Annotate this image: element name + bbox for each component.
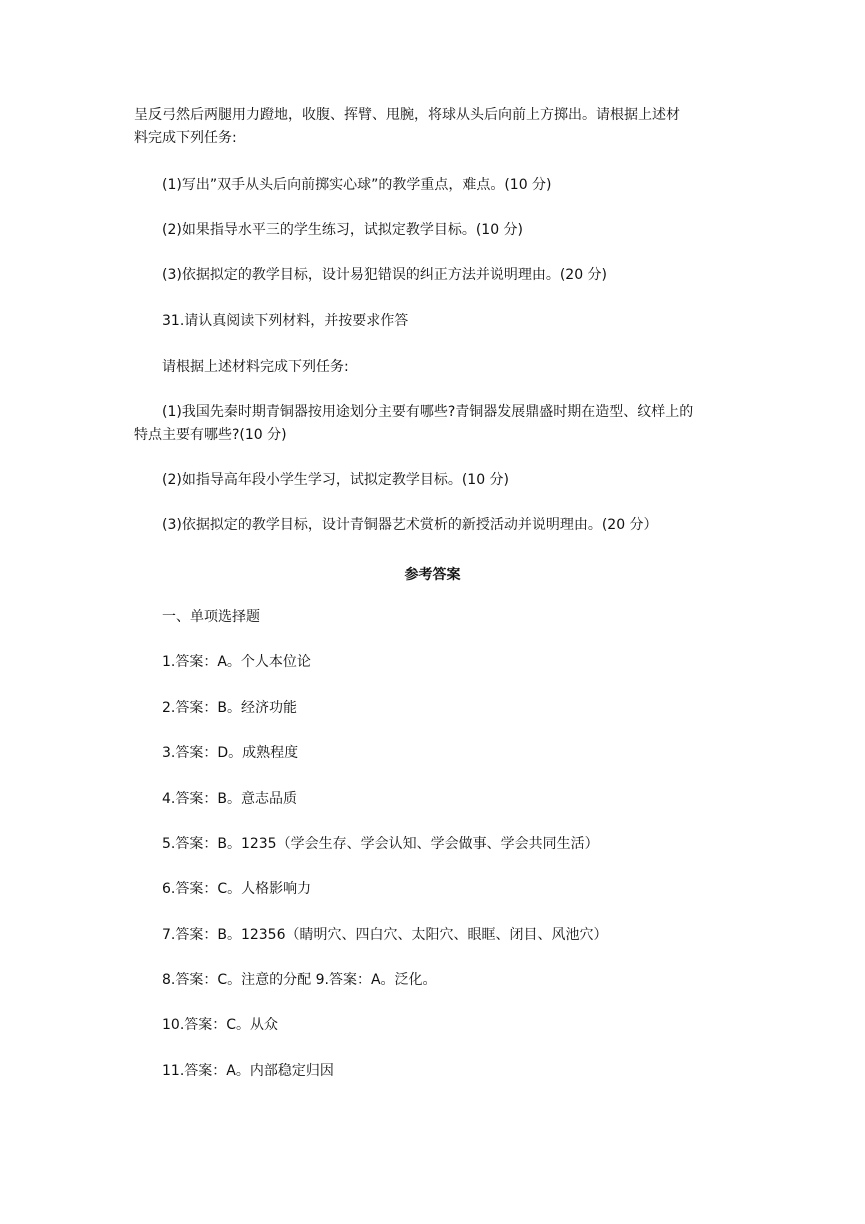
answer-item: 7.答案：B。12356（睛明穴、四白穴、太阳穴、眼眶、闭目、风池穴） bbox=[162, 927, 608, 943]
task-item: (3)依据拟定的教学目标，设计易犯错误的纠正方法并说明理由。(20 分) bbox=[162, 267, 608, 283]
answer-item: 11.答案：A。内部稳定归因 bbox=[162, 1063, 334, 1079]
section-title: 一、单项选择题 bbox=[162, 609, 260, 625]
answer-item: 10.答案：C。从众 bbox=[162, 1017, 279, 1033]
answer-item: 1.答案：A。个人本位论 bbox=[162, 654, 311, 670]
paragraph-line: 料完成下列任务: bbox=[134, 130, 237, 146]
paragraph-line: 呈反弓然后两腿用力蹬地，收腹、挥臂、甩腕，将球从头后向前上方掷出。请根据上述材 bbox=[134, 107, 680, 123]
answer-item: 2.答案：B。经济功能 bbox=[162, 700, 297, 716]
task-item: (3)依据拟定的教学目标，设计青铜器艺术赏析的新授活动并说明理由。(20 分） bbox=[162, 517, 658, 533]
answer-item: 8.答案：C。注意的分配 9.答案：A。泛化。 bbox=[162, 972, 437, 988]
question-title: 31.请认真阅读下列材料，并按要求作答 bbox=[162, 313, 409, 329]
answers-title: 参考答案 bbox=[404, 567, 461, 583]
task-item: (2)如指导高年段小学生学习，试拟定教学目标。(10 分) bbox=[162, 472, 510, 488]
answer-item: 6.答案：C。人格影响力 bbox=[162, 881, 312, 897]
task-item: (2)如果指导水平三的学生练习，试拟定教学目标。(10 分) bbox=[162, 222, 524, 238]
task-item: (1)我国先秦时期青铜器按用途划分主要有哪些?青铜器发展鼎盛时期在造型、纹样上的 bbox=[162, 404, 694, 420]
answer-item: 3.答案：D。成熟程度 bbox=[162, 745, 299, 761]
answer-item: 5.答案：B。1235（学会生存、学会认知、学会做事、学会共同生活） bbox=[162, 836, 599, 852]
task-item: (1)写出”双手从头后向前掷实心球”的教学重点，难点。(10 分) bbox=[162, 177, 552, 193]
paragraph-line: 请根据上述材料完成下列任务: bbox=[162, 359, 349, 375]
task-item-continued: 特点主要有哪些?(10 分) bbox=[134, 427, 287, 443]
answer-item: 4.答案：B。意志品质 bbox=[162, 791, 297, 807]
